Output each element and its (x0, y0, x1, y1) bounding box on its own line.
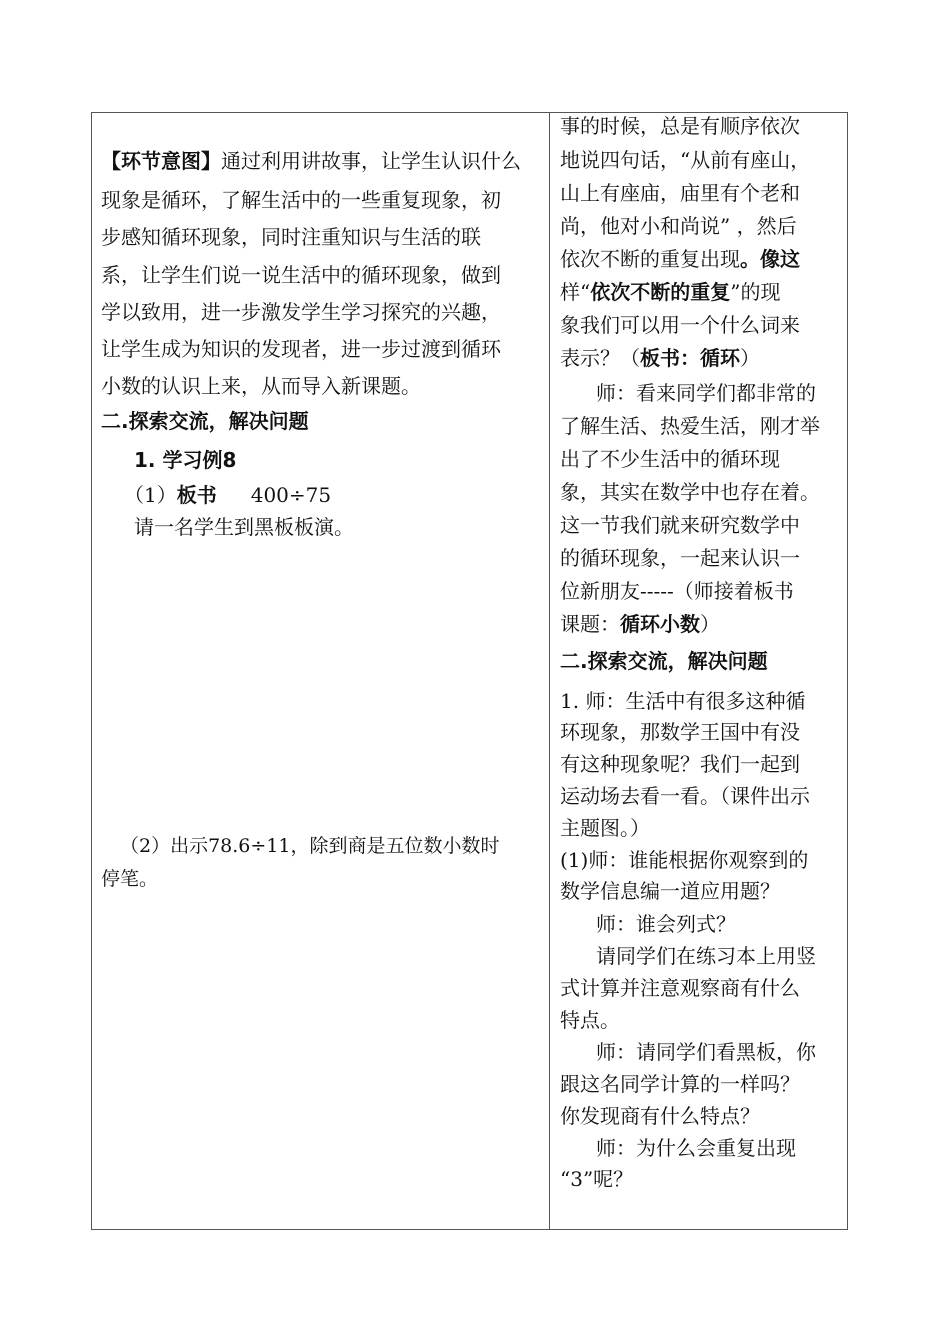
intent-line-3: 步感知循环现象，同时注重知识与生活的联 (101, 225, 481, 249)
teacher-line-4: 象，其实在数学中也存在着。 (560, 480, 820, 504)
column-divider (549, 112, 550, 1230)
intent-line-4: 系，让学生们说一说生活中的循环现象，做到 (101, 263, 501, 287)
q4-line-2: 跟这名同学计算的一样吗？ (560, 1072, 800, 1096)
show-line-2: 停笔。 (101, 868, 159, 890)
q5-line-1: 师：为什么会重复出现 (596, 1136, 796, 1160)
board-expression: 400÷75 (250, 483, 332, 507)
left-section-heading: 二.探索交流，解决问题 (101, 409, 309, 433)
show-line-1: （2）出示78.6÷11，除到商是五位数小数时 (120, 835, 500, 857)
part1-line-2: 环现象，那数学王国中有没 (560, 720, 800, 744)
part1-line-3: 有这种现象呢？我们一起到 (560, 752, 800, 776)
story-line-6: 样“依次不断的重复”的现 (560, 280, 781, 304)
board-line: （1）板书 400÷75 (124, 483, 332, 507)
q1-line-1: (1)师：谁能根据你观察到的 (560, 848, 809, 872)
part1-line-1: 1. 师：生活中有很多这种循 (560, 689, 806, 713)
intent-line-6: 让学生成为知识的发现者，进一步过渡到循环 (101, 337, 501, 361)
topic-title: 循环小数 (620, 612, 700, 636)
intent-line-2: 现象是循环，了解生活中的一些重复现象，初 (101, 188, 501, 212)
q3-line-1: 请同学们在练习本上用竖 (596, 944, 816, 968)
q1-line-2: 数学信息编一道应用题？ (560, 879, 780, 903)
board-cycle: 板书：循环 (640, 346, 740, 370)
q3-line-3: 特点。 (560, 1008, 620, 1032)
intent-tag: 【环节意图】 (101, 149, 221, 173)
q5-line-2: “3”呢？ (560, 1167, 634, 1191)
teacher-line-6: 的循环现象，一起来认识一 (560, 546, 800, 570)
story-line-3: 山上有座庙，庙里有个老和 (560, 181, 800, 205)
story-line-2: 地说四句话，“从前有座山， (560, 148, 811, 172)
story-line-8: 表示？（板书：循环） (560, 346, 760, 370)
q4-line-1: 师：请同学们看黑板，你 (596, 1040, 816, 1064)
topic-line: 课题：循环小数） (560, 612, 720, 636)
story-line-7: 象我们可以用一个什么词来 (560, 313, 800, 337)
board-label: 板书 (176, 483, 217, 507)
teacher-line-3: 出了不少生活中的循环现 (560, 447, 780, 471)
story-line-1: 事的时候，总是有顺序依次 (560, 114, 800, 138)
q4-line-3: 你发现商有什么特点？ (560, 1104, 760, 1128)
teacher-line-1: 师：看来同学们都非常的 (596, 381, 816, 405)
teacher-line-2: 了解生活、热爱生活，刚才举 (560, 414, 820, 438)
right-section-heading: 二.探索交流，解决问题 (560, 649, 768, 673)
teacher-line-7: 位新朋友-----（师接着板书 (560, 579, 794, 603)
intent-line-1: 【环节意图】通过利用讲故事，让学生认识什么 (101, 149, 521, 173)
part1-line-4: 运动场去看一看。（课件出示 (560, 784, 810, 808)
q3-line-2: 式计算并注意观察商有什么 (560, 976, 800, 1000)
teacher-line-5: 这一节我们就来研究数学中 (560, 513, 800, 537)
intent-line-5: 学以致用，进一步激发学生学习探究的兴趣， (101, 300, 501, 324)
part1-line-5: 主题图。） (560, 816, 650, 840)
q2-line: 师：谁会列式？ (596, 912, 736, 936)
intent-line-7: 小数的认识上来，从而导入新课题。 (101, 374, 421, 398)
story-line-4: 尚，他对小和尚说” ，然后 (560, 214, 797, 238)
story-emphasis: 依次不断的重复 (590, 280, 731, 304)
board-instruction: 请一名学生到黑板板演。 (134, 515, 354, 539)
example-heading: 1. 学习例8 (134, 448, 237, 472)
story-line-5: 依次不断的重复出现。像这 (560, 247, 800, 271)
